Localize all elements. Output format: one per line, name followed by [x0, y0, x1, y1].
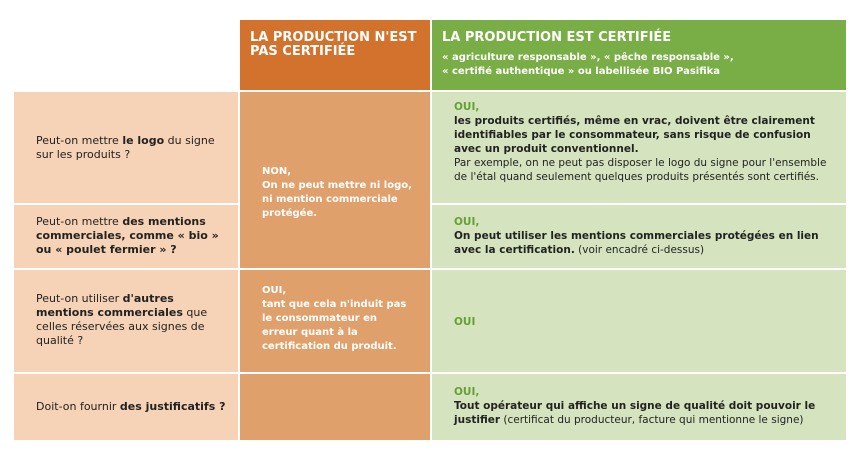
- not-certified-no-text: [262, 165, 414, 221]
- header-not-certified: [240, 20, 430, 90]
- not-certified-no-title: NON,: [262, 166, 292, 177]
- question-cell-mentions: [14, 205, 238, 268]
- answer-oui: OUI,: [454, 216, 480, 228]
- answer-oui: OUI,: [454, 101, 480, 113]
- header-not-certified-title: LA PRODUCTION N'EST PAS CERTIFIÉE: [250, 30, 417, 59]
- header-certified-subtitle: [442, 51, 842, 79]
- question-prefix: Peut-on mettre: [36, 134, 123, 147]
- question-prefix: Peut-on utiliser: [36, 292, 123, 305]
- question-text: [36, 134, 228, 162]
- not-certified-no-body: On ne peut mettre ni logo, ni mention commerciale protégée.: [262, 180, 412, 219]
- question-prefix: Doit-on fournir: [36, 400, 120, 413]
- answer-text: [454, 385, 828, 427]
- header-certified: [432, 20, 846, 90]
- answer-emphasis: Tout opérateur qui affiche un signe de qualité doit pouvoir le justifier: [454, 400, 816, 426]
- question-emphasis: des mentions commerciales, comme « bio » ou « poulet fermier » ?: [36, 215, 219, 256]
- certified-answer-other-mentions: [432, 270, 846, 372]
- question-cell-logo: [14, 92, 238, 203]
- answer-note: (certificat du producteur, facture qui mentionne le signe): [500, 414, 804, 426]
- certified-answer-mentions: [432, 205, 846, 268]
- question-emphasis: d'autres mentions commerciales: [36, 292, 183, 319]
- certified-answer-logo: [432, 92, 846, 203]
- answer-text: [454, 215, 828, 257]
- not-certified-yes-body: tant que cela n'induit pas le consommateur en erreur quant à la certification du produit.: [262, 299, 407, 352]
- answer-example: Par exemple, on ne peut pas disposer le logo du signe pour l'ensemble de l'étal quand seulement quelques produits présentés sont certifiés.: [454, 157, 827, 183]
- header-certified-subtitle-line-1: « agriculture responsable », « pêche responsable »,: [442, 52, 734, 63]
- answer-emphasis: On peut utiliser les mentions commerciales protégées en lien avec la certification.: [454, 230, 819, 256]
- question-cell-justificatifs: [14, 374, 238, 440]
- not-certified-cell-yes: [240, 270, 430, 372]
- answer-emphasis: les produits certifiés, même en vrac, doivent être clairement identifiables par le consommateur, sans risque de confusion avec un produit conventionnel.: [454, 115, 815, 155]
- question-suffix: du signe sur les produits ?: [36, 134, 215, 161]
- question-suffix: que celles réservées aux signes de qualité ?: [36, 306, 208, 347]
- certified-answer-justificatifs: [432, 374, 846, 440]
- question-prefix: Peut-on mettre: [36, 215, 123, 228]
- question-text: [36, 400, 228, 414]
- header-certified-title: LA PRODUCTION EST CERTIFIÉE: [442, 30, 672, 45]
- question-cell-other-mentions: [14, 270, 238, 372]
- not-certified-cell-empty: [240, 374, 430, 440]
- not-certified-cell-no: [240, 92, 430, 268]
- answer-oui: OUI,: [454, 386, 480, 398]
- not-certified-yes-text: [262, 284, 414, 354]
- answer-note: (voir encadré ci-dessus): [574, 244, 705, 256]
- question-emphasis: des justificatifs ?: [119, 400, 226, 413]
- header-certified-subtitle-line-2: « certifié authentique » ou labellisée BIO Pasifika: [442, 66, 721, 77]
- answer-text: [454, 315, 828, 329]
- question-text: [36, 215, 228, 257]
- answer-oui: OUI: [454, 316, 476, 328]
- not-certified-yes-title: OUI,: [262, 285, 287, 296]
- question-emphasis: le logo: [122, 134, 165, 147]
- question-text: [36, 292, 228, 348]
- answer-text: [454, 100, 828, 184]
